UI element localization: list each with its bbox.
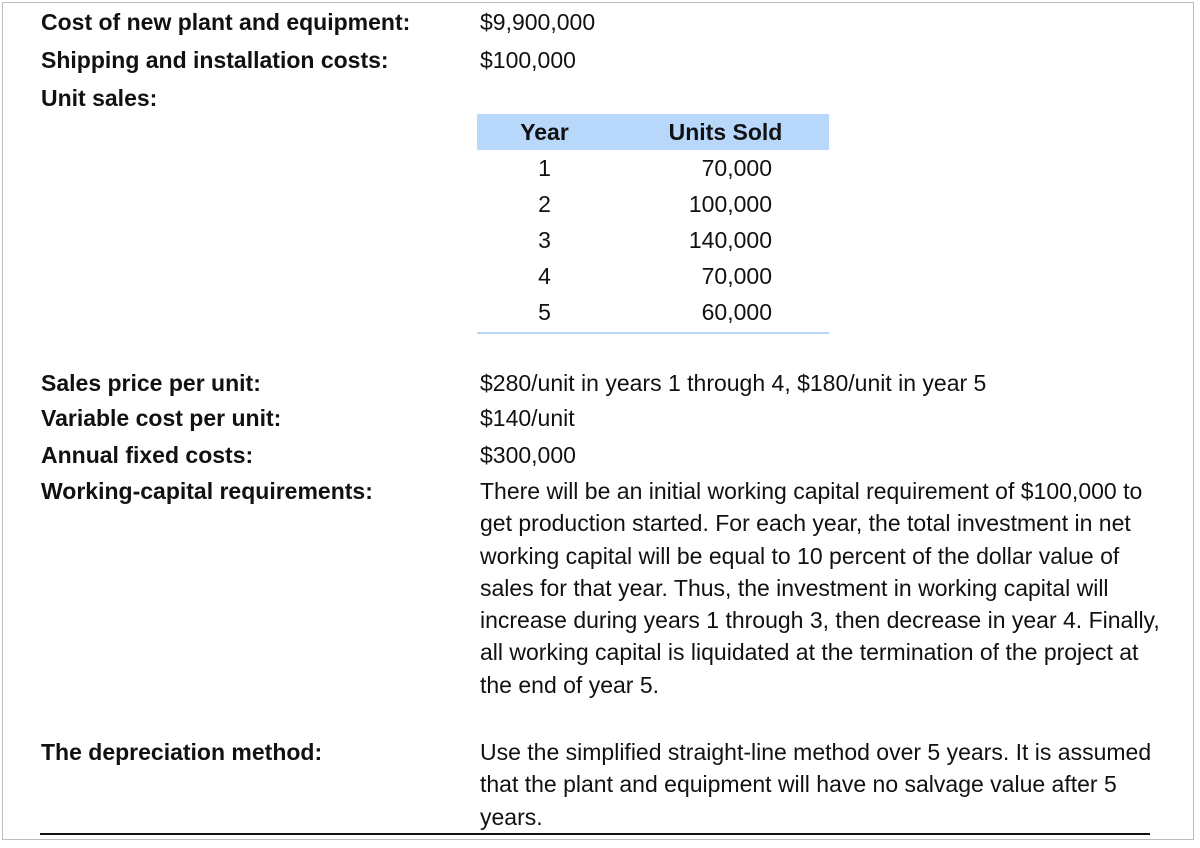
variable-cost-value: $140/unit <box>480 405 575 431</box>
unit-sales-table <box>477 114 829 330</box>
units-cell: 70,000 <box>701 154 772 181</box>
table-row <box>477 186 829 222</box>
year-cell: 3 <box>538 226 551 253</box>
bottom-rule <box>40 833 1150 835</box>
year-cell: 2 <box>538 190 551 217</box>
units-cell: 140,000 <box>688 226 772 253</box>
cost-label: Cost of new plant and equipment: <box>41 9 411 35</box>
table-row <box>477 150 829 186</box>
units-sold-column-header: Units Sold <box>612 114 829 150</box>
units-cell: 100,000 <box>688 190 772 217</box>
depreciation-text: Use the simplified straight-line method over 5 years. It is assumed that the plant and equipment will have no salvage value after 5 years. <box>480 739 1152 830</box>
working-capital-text: There will be an initial working capital requirement of $100,000 to get production started. For each year, the total investment in net working capital will be equal to 10 percent of the dollar value of sales for that year. Thus, the investment in working capital will increase during years 1 through 3, then decrease in year 4. Finally, all working capital is liquidated at the termination of the project at the end of year 5. <box>480 478 1160 698</box>
unit-sales-label: Unit sales: <box>41 85 158 111</box>
fixed-costs-value: $300,000 <box>480 442 576 468</box>
table-row <box>477 258 829 294</box>
units-cell: 60,000 <box>701 298 772 325</box>
table-header-row <box>477 114 829 150</box>
year-column-header: Year <box>477 114 612 150</box>
variable-cost-label: Variable cost per unit: <box>41 405 282 431</box>
working-capital-label: Working-capital requirements: <box>41 478 373 504</box>
year-cell: 1 <box>538 154 551 181</box>
sales-price-value: $280/unit in years 1 through 4, $180/unit in year 5 <box>480 370 987 396</box>
table-row <box>477 294 829 330</box>
fixed-costs-label: Annual fixed costs: <box>41 442 254 468</box>
depreciation-label: The depreciation method: <box>41 739 323 765</box>
shipping-label: Shipping and installation costs: <box>41 47 389 73</box>
shipping-value: $100,000 <box>480 47 576 73</box>
table-row <box>477 222 829 258</box>
sales-price-label: Sales price per unit: <box>41 370 261 396</box>
year-cell: 4 <box>538 262 551 289</box>
table-bottom-rule <box>477 332 829 334</box>
year-cell: 5 <box>538 298 551 325</box>
units-cell: 70,000 <box>701 262 772 289</box>
cost-value: $9,900,000 <box>480 9 596 35</box>
